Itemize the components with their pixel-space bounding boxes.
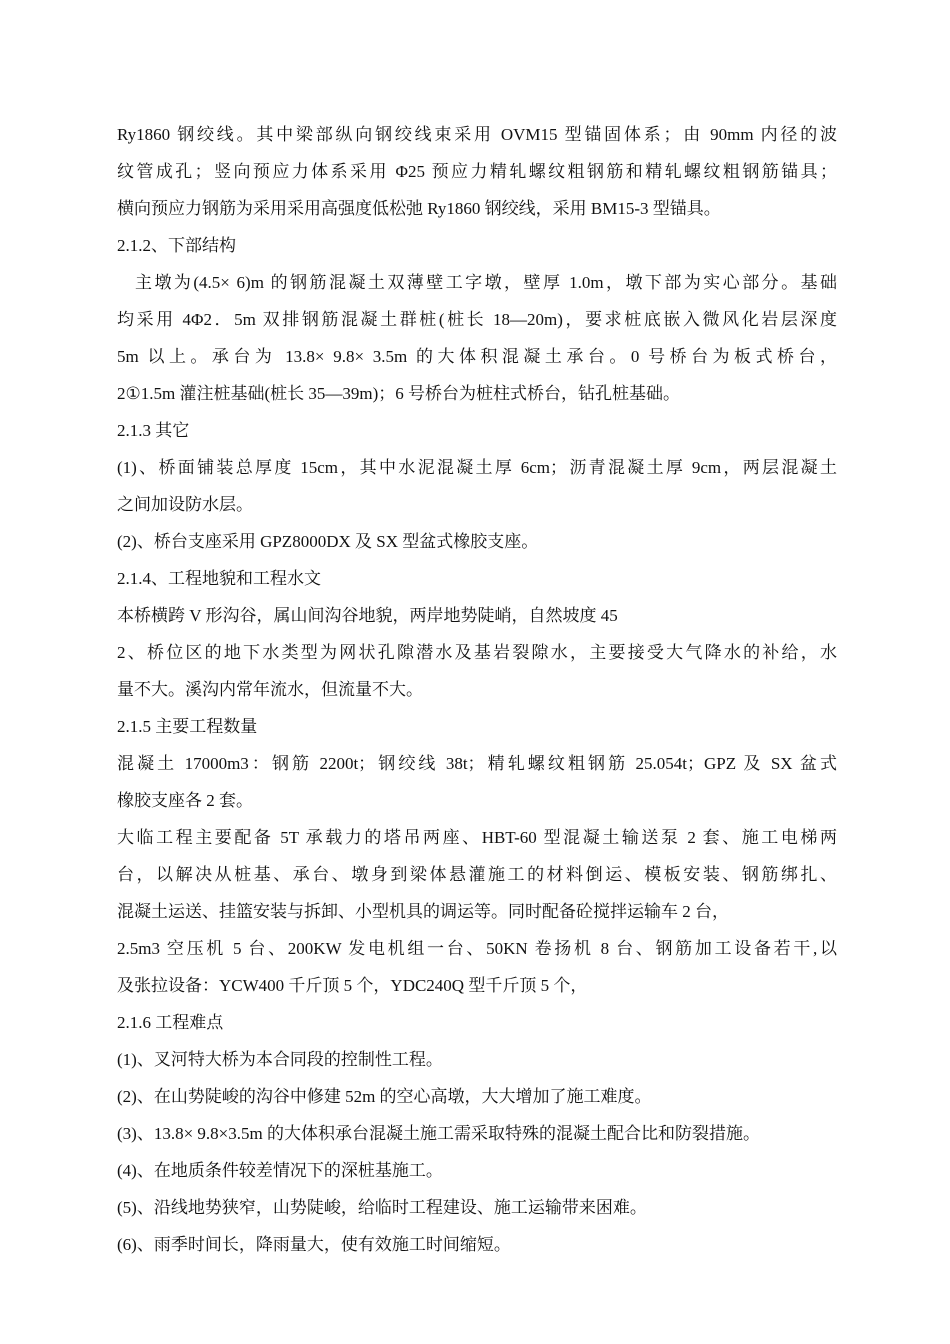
- section-heading: 2.1.5 主要工程数量: [117, 717, 258, 736]
- paragraph-line: 5m 以上。承台为 13.8× 9.8× 3.5m 的大体积混凝土承台。0 号桥台为板式桥台，: [117, 347, 837, 366]
- paragraph-line: 2①1.5m 灌注桩基础(桩长 35—39m)；6 号桥台为桩柱式桥台，钻孔桩基础。: [117, 384, 681, 403]
- paragraph-line: 大临工程主要配备 5T 承载力的塔吊两座、HBT-60 型混凝土输送泵 2 套、施工电梯两: [117, 828, 837, 847]
- section-heading: 2.1.3 其它: [117, 421, 190, 440]
- paragraph-line: 台，以解决从桩基、承台、墩身到梁体悬灌施工的材料倒运、模板安装、钢筋绑扎、: [117, 865, 837, 884]
- list-item: (6)、雨季时间长，降雨量大，使有效施工时间缩短。: [117, 1235, 511, 1254]
- list-item: (4)、在地质条件较差情况下的深桩基施工。: [117, 1161, 443, 1180]
- paragraph-line: 主墩为(4.5× 6)m 的钢筋混凝土双薄壁工字墩，壁厚 1.0m，墩下部为实心部分。基础: [135, 273, 837, 292]
- paragraph-line: 本桥横跨 V 形沟谷，属山间沟谷地貌，两岸地势陡峭，自然坡度 45: [117, 606, 618, 625]
- paragraph-line: 均采用 4Φ2．5m 双排钢筋混凝土群桩(桩长 18—20m)，要求桩底嵌入微风化岩层深度: [117, 310, 837, 329]
- paragraph-line: 横向预应力钢筋为采用采用高强度低松弛 Ry1860 钢绞线，采用 BM15-3 型锚具。: [117, 199, 721, 218]
- list-item: (1)、桥面铺装总厚度 15cm，其中水泥混凝土厚 6cm；沥青混凝土厚 9cm，两层混凝土: [117, 458, 837, 477]
- list-item: (5)、沿线地势狭窄，山势陡峻，给临时工程建设、施工运输带来困难。: [117, 1198, 647, 1217]
- list-item: (3)、13.8× 9.8×3.5m 的大体积承台混凝土施工需采取特殊的混凝土配合比和防裂措施。: [117, 1124, 760, 1143]
- paragraph-line: 纹管成孔；竖向预应力体系采用 Φ25 预应力精轧螺纹粗钢筋和精轧螺纹粗钢筋锚具；: [117, 162, 837, 181]
- document-body: [117, 116, 837, 1263]
- paragraph-line: 量不大。溪沟内常年流水，但流量不大。: [117, 680, 423, 699]
- paragraph-line: 混凝土运送、挂篮安装与拆卸、小型机具的调运等。同时配备砼搅拌运输车 2 台，: [117, 902, 729, 921]
- paragraph-line: 橡胶支座各 2 套。: [117, 791, 253, 810]
- paragraph-line: 混凝土 17000m3：钢筋 2200t；钢绞线 38t；精轧螺纹粗钢筋 25.054t；GPZ 及 SX 盆式: [117, 754, 837, 773]
- paragraph-line: 及张拉设备：YCW400 千斤顶 5 个，YDC240Q 型千斤顶 5 个，: [117, 976, 588, 995]
- paragraph-line: 之间加设防水层。: [117, 495, 253, 514]
- paragraph-line: 2.5m3 空压机 5 台、200KW 发电机组一台、50KN 卷扬机 8 台、钢筋加工设备若干,以: [117, 939, 837, 958]
- paragraph-line: Ry1860 钢绞线。其中梁部纵向钢绞线束采用 OVM15 型锚固体系；由 90mm 内径的波: [117, 125, 837, 144]
- section-heading: 2.1.4、工程地貌和工程水文: [117, 569, 321, 588]
- list-item: (2)、在山势陡峻的沟谷中修建 52m 的空心高墩，大大增加了施工难度。: [117, 1087, 652, 1106]
- section-heading: 2.1.2、下部结构: [117, 236, 236, 255]
- paragraph-line: 2、桥位区的地下水类型为网状孔隙潜水及基岩裂隙水，主要接受大气降水的补给，水: [117, 643, 837, 662]
- list-item: (2)、桥台支座采用 GPZ8000DX 及 SX 型盆式橡胶支座。: [117, 532, 539, 551]
- section-heading: 2.1.6 工程难点: [117, 1013, 224, 1032]
- list-item: (1)、叉河特大桥为本合同段的控制性工程。: [117, 1050, 443, 1069]
